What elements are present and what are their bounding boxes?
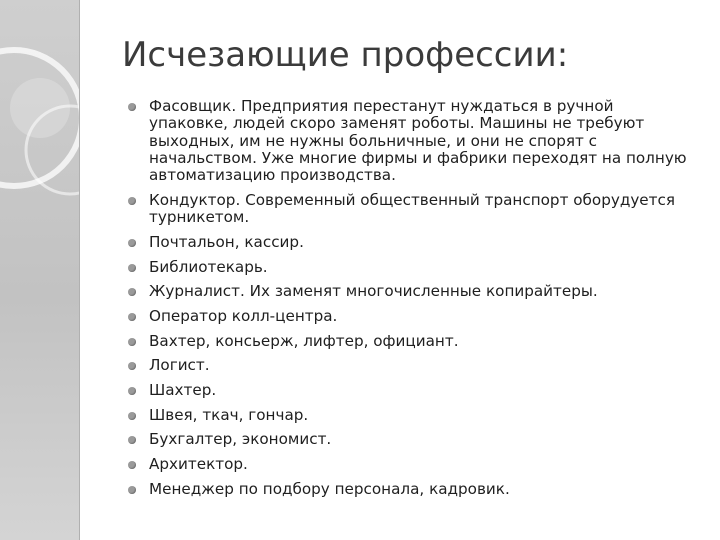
bullet-icon: [128, 264, 136, 272]
list-item: [128, 308, 688, 325]
list-item-text: Библиотекарь.: [149, 257, 268, 276]
slide-title: Исчезающие профессии:: [122, 35, 569, 75]
list-item: [128, 98, 688, 184]
list-item: [128, 481, 688, 498]
list-item-text: Фасовщик. Предприятия перестанут нуждаться в ручной упаковке, людей скоро заменят роботы. Машины не требуют выходных, им не нужны больничные, и они не спорят с начальством. Уже многие фирмы и фабрики переходят на полную автоматизацию производства.: [149, 97, 687, 185]
list-item: [128, 333, 688, 350]
bullet-icon: [128, 461, 136, 469]
list-item-text: Архитектор.: [149, 455, 248, 474]
list-item-text: Менеджер по подбору персонала, кадровик.: [149, 479, 510, 498]
list-item: [128, 283, 688, 300]
profession-list: [128, 98, 688, 505]
bullet-icon: [128, 338, 136, 346]
bullet-icon: [128, 412, 136, 420]
list-item: [128, 192, 688, 227]
side-divider: [79, 0, 80, 540]
list-item-text: Шахтер.: [149, 380, 217, 399]
list-item-text: Логист.: [149, 356, 210, 375]
bullet-icon: [128, 288, 136, 296]
list-item-text: Журналист. Их заменят многочисленные копирайтеры.: [149, 282, 598, 301]
list-item-text: Оператор колл-центра.: [149, 306, 338, 325]
bullet-icon: [128, 239, 136, 247]
list-item: [128, 456, 688, 473]
list-item: [128, 234, 688, 251]
bullet-icon: [128, 362, 136, 370]
decorative-side-band: [0, 0, 80, 540]
list-item-text: Вахтер, консьерж, лифтер, официант.: [149, 331, 459, 350]
bullet-icon: [128, 103, 136, 111]
list-item-text: Бухгалтер, экономист.: [149, 430, 332, 449]
list-item: [128, 431, 688, 448]
bullet-icon: [128, 436, 136, 444]
list-item: [128, 382, 688, 399]
list-item: [128, 407, 688, 424]
bullet-icon: [128, 313, 136, 321]
list-item-text: Швея, ткач, гончар.: [149, 405, 309, 424]
list-item: [128, 259, 688, 276]
list-item-text: Почтальон, кассир.: [149, 232, 304, 251]
list-item: [128, 357, 688, 374]
bullet-icon: [128, 486, 136, 494]
bullet-icon: [128, 387, 136, 395]
decorative-circles: [0, 0, 80, 540]
bullet-icon: [128, 197, 136, 205]
list-item-text: Кондуктор. Современный общественный транспорт оборудуется турникетом.: [149, 190, 675, 227]
